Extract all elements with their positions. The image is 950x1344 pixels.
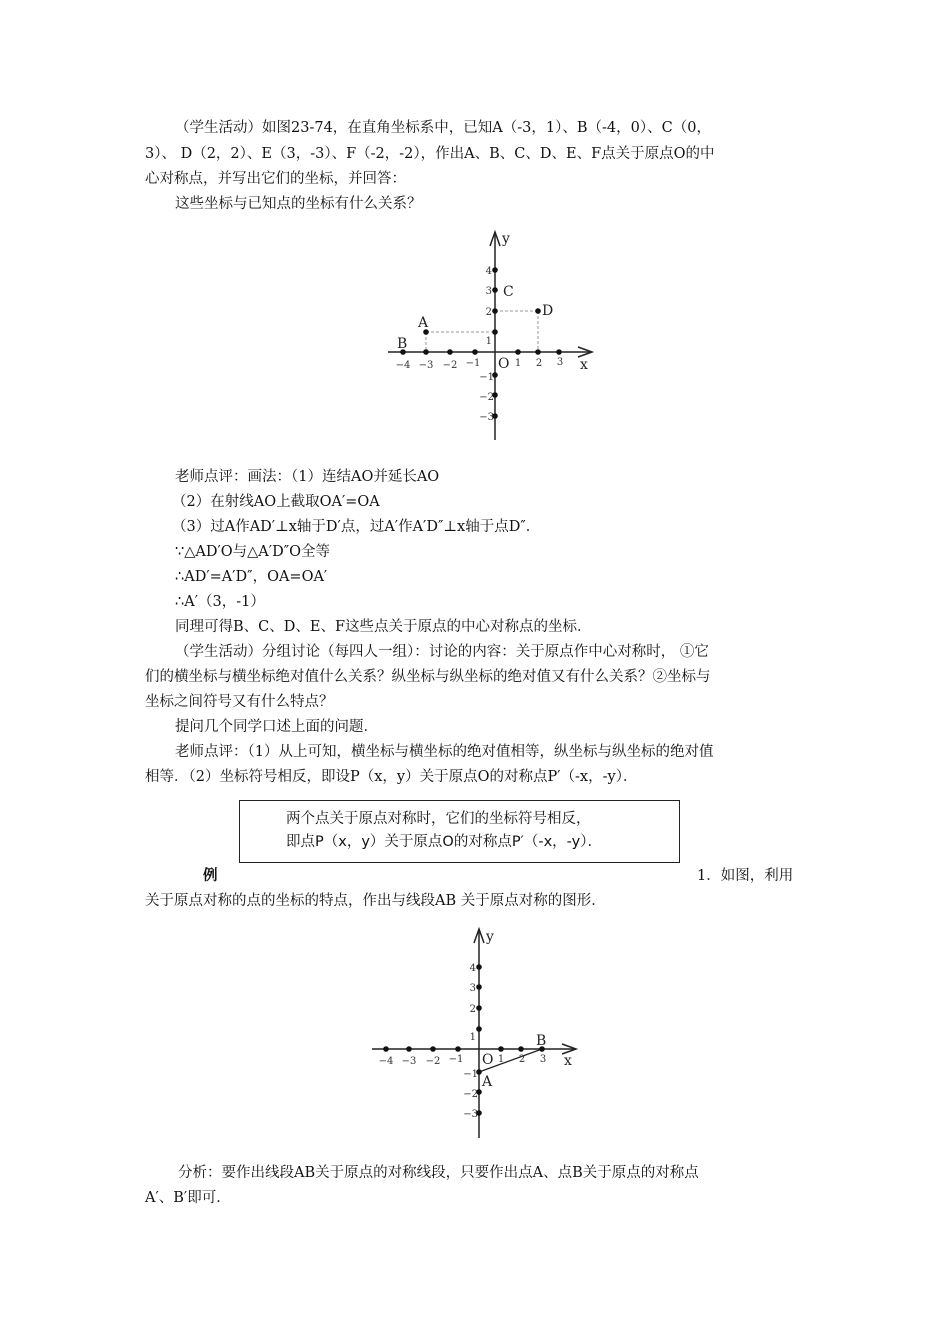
svg-text:x: x (580, 357, 588, 373)
svg-text:−2: −2 (479, 392, 494, 403)
svg-text:−3: −3 (418, 360, 434, 371)
paragraph-line: 同理可得B、C、D、E、F这些点关于原点的中心对称点的坐标． (175, 619, 592, 635)
svg-text:−1: −1 (479, 372, 494, 383)
svg-text:x: x (564, 1053, 572, 1069)
svg-text:−1: −1 (463, 1069, 478, 1080)
svg-text:D: D (542, 303, 554, 319)
teacher-comment-line: 老师点评：画法：（1）连结AO并延长AO (175, 469, 440, 485)
svg-text:3: 3 (469, 983, 476, 994)
paragraph-line: （学生活动）如图23-74，在直角坐标系中，已知A（-3，1）、B（-4，0）、C（0， (175, 120, 711, 136)
svg-text:O: O (482, 1052, 494, 1068)
svg-text:1: 1 (514, 358, 522, 369)
paragraph-line: 老师点评：（1）从上可知，横坐标与横坐标的绝对值相等，纵坐标与纵坐标的绝对值 (175, 744, 714, 760)
svg-text:−3: −3 (479, 412, 494, 423)
paragraph-line: 们的横坐标与横坐标绝对值什么关系？纵坐标与纵坐标的绝对值又有什么关系？②坐标与 (145, 669, 711, 685)
paragraph-line: （学生活动）分组讨论（每四人一组）：讨论的内容：关于原点作中心对称时， ①它 (175, 644, 709, 660)
paragraph-line: 相等．（2）坐标符号相反，即设P（x，y）关于原点O的对称点P′（-x，-y）． (145, 769, 638, 785)
rule-box (239, 800, 680, 863)
svg-text:−2: −2 (425, 1056, 441, 1067)
rule-line: 两个点关于原点对称时，它们的坐标符号相反， (286, 811, 591, 827)
svg-text:−4: −4 (378, 1056, 394, 1067)
svg-text:3: 3 (485, 286, 492, 297)
svg-text:1: 1 (497, 1054, 505, 1065)
svg-text:−2: −2 (442, 360, 458, 371)
svg-text:−1: −1 (465, 358, 481, 369)
svg-text:y: y (502, 231, 510, 247)
svg-text:2: 2 (485, 307, 492, 318)
step-line: （2）在射线AO上截取OA′=OA (172, 494, 380, 510)
coordinate-figure-2 (365, 922, 590, 1142)
paragraph-line: 坐标之间符号又有什么特点？ (145, 694, 334, 710)
svg-text:−4: −4 (395, 360, 411, 371)
paragraph-line: 心对称点，并写出它们的坐标，并回答： (145, 171, 406, 187)
proof-line: ∴AD′=A′D″，OA=OA′ (175, 569, 328, 585)
svg-text:−2: −2 (463, 1089, 478, 1100)
analysis-line: 分析：要作出线段AB关于原点的对称线段，只要作出点A、点B关于原点的对称点 (178, 1165, 699, 1181)
proof-line: ∵△AD′O与△A′D″O全等 (175, 544, 330, 560)
svg-text:2: 2 (518, 1054, 526, 1065)
svg-text:B: B (536, 1033, 547, 1049)
proof-line: ∴A′（3，-1） (175, 594, 265, 610)
svg-text:1: 1 (469, 1032, 476, 1043)
svg-text:−3: −3 (463, 1109, 478, 1120)
svg-text:2: 2 (535, 358, 543, 369)
svg-text:4: 4 (469, 963, 476, 974)
question-line: 这些坐标与已知点的坐标有什么关系？ (175, 196, 422, 212)
example-label: 例 (203, 868, 218, 884)
svg-text:2: 2 (469, 1004, 476, 1015)
svg-text:C: C (503, 284, 514, 300)
step-line: （3）过A作AD′⊥x轴于D′点，过A′作A′D″⊥x轴于点D″． (172, 519, 541, 535)
svg-text:y: y (486, 929, 494, 945)
rule-line: 即点P（x，y）关于原点O的对称点P′（-x，-y）． (286, 834, 602, 850)
svg-text:−3: −3 (401, 1056, 417, 1067)
svg-text:O: O (498, 356, 510, 372)
svg-text:B: B (397, 336, 408, 352)
svg-text:3: 3 (556, 357, 564, 368)
coordinate-figure-1 (380, 225, 610, 450)
svg-text:3: 3 (539, 1054, 547, 1065)
svg-text:A: A (418, 315, 429, 331)
example-number: 1．如图，利用 (697, 868, 794, 884)
svg-text:−1: −1 (448, 1054, 464, 1065)
paragraph-line: 关于原点对称的点的坐标的特点，作出与线段AB 关于原点对称的图形． (145, 893, 606, 909)
svg-text:4: 4 (485, 266, 492, 277)
svg-text:A: A (482, 1074, 493, 1090)
analysis-line: A′、B′即可． (145, 1190, 231, 1206)
paragraph-line: 3）、 D（2，2）、E（3，-3）、F（-2，-2），作出A、B、C、D、E、F点关于原点O的中 (145, 146, 715, 162)
svg-text:1: 1 (485, 336, 492, 347)
paragraph-line: 提问几个同学口述上面的问题． (175, 719, 378, 735)
